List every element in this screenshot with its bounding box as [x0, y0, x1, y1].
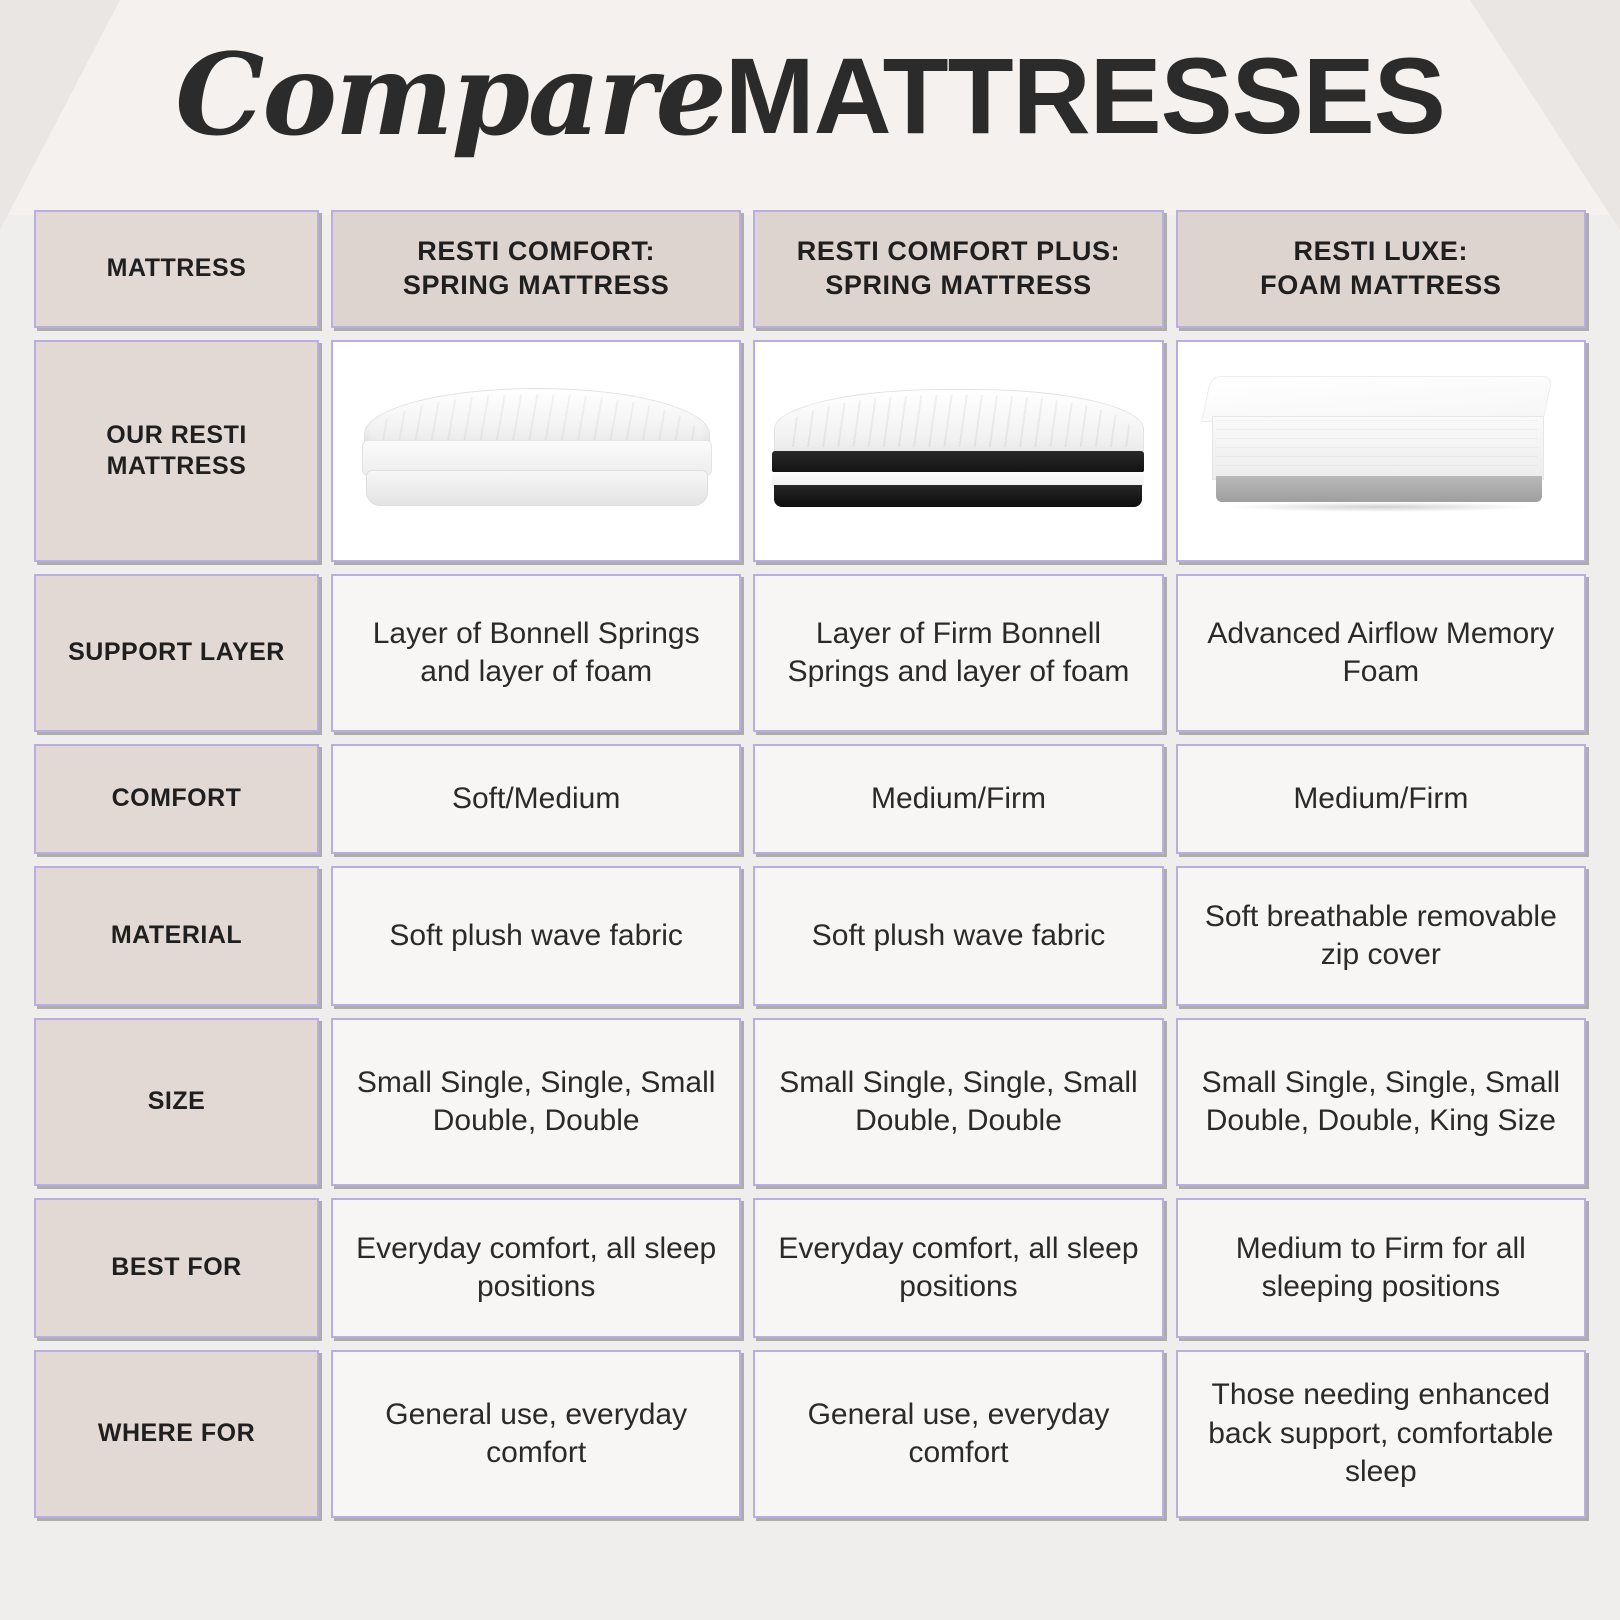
cell-support-layer-resti-luxe: Advanced Airflow Memory Foam — [1176, 574, 1586, 732]
cell-comfort-resti-luxe: Medium/Firm — [1176, 744, 1586, 854]
column-header-resti-comfort-line2: SPRING MATTRESS — [402, 270, 670, 300]
cell-support-layer-resti-comfort-plus: Layer of Firm Bonnell Springs and layer of foam — [753, 574, 1163, 732]
column-header-resti-comfort-plus — [753, 210, 1163, 328]
foam-mattress-image — [1176, 340, 1586, 562]
row-label-our-resti-mattress-line1: OUR RESTI — [106, 420, 247, 449]
page-title — [0, 30, 1620, 161]
cell-size-resti-comfort-plus: Small Single, Single, Small Double, Double — [753, 1018, 1163, 1186]
table-header-row — [34, 210, 1586, 328]
cell-where-for-resti-comfort-plus: General use, everyday comfort — [753, 1350, 1163, 1518]
row-label-support-layer: SUPPORT LAYER — [34, 574, 319, 732]
row-label-where-for: WHERE FOR — [34, 1350, 319, 1518]
table-row-size — [34, 1018, 1586, 1186]
cell-where-for-resti-luxe: Those needing enhanced back support, comfortable sleep — [1176, 1350, 1586, 1518]
spring-plus-mattress-illustration — [768, 389, 1148, 513]
table-row-comfort — [34, 744, 1586, 854]
page-title-script: Compare — [175, 30, 725, 161]
column-header-resti-luxe-line2: FOAM MATTRESS — [1260, 270, 1502, 300]
cell-material-resti-comfort-plus: Soft plush wave fabric — [753, 866, 1163, 1006]
row-label-our-resti-mattress — [34, 340, 319, 562]
column-header-resti-luxe-line1: RESTI LUXE: — [1293, 236, 1469, 267]
cell-size-resti-comfort: Small Single, Single, Small Double, Double — [331, 1018, 741, 1186]
table-row-support-layer — [34, 574, 1586, 732]
column-header-mattress: MATTRESS — [34, 210, 319, 328]
row-label-size: SIZE — [34, 1018, 319, 1186]
cell-where-for-resti-comfort: General use, everyday comfort — [331, 1350, 741, 1518]
cell-best-for-resti-comfort-plus: Everyday comfort, all sleep positions — [753, 1198, 1163, 1338]
cell-comfort-resti-comfort-plus: Medium/Firm — [753, 744, 1163, 854]
column-header-resti-comfort-line1: RESTI COMFORT: — [417, 236, 656, 267]
cell-comfort-resti-comfort: Soft/Medium — [331, 744, 741, 854]
cell-best-for-resti-comfort: Everyday comfort, all sleep positions — [331, 1198, 741, 1338]
table-row-where-for — [34, 1350, 1586, 1518]
page-title-bold: MATTRESSES — [724, 35, 1445, 156]
column-header-resti-comfort — [331, 210, 741, 328]
column-header-resti-comfort-plus-line2: SPRING MATTRESS — [825, 270, 1092, 300]
row-label-material: MATERIAL — [34, 866, 319, 1006]
table-row-material — [34, 866, 1586, 1006]
row-label-our-resti-mattress-line2: MATTRESS — [106, 452, 247, 480]
column-header-resti-luxe — [1176, 210, 1586, 328]
row-label-best-for: BEST FOR — [34, 1198, 319, 1338]
spring-mattress-image — [331, 340, 741, 562]
cell-material-resti-comfort: Soft plush wave fabric — [331, 866, 741, 1006]
row-label-comfort: COMFORT — [34, 744, 319, 854]
foam-mattress-illustration — [1206, 376, 1556, 526]
cell-best-for-resti-luxe: Medium to Firm for all sleeping positions — [1176, 1198, 1586, 1338]
cell-material-resti-luxe: Soft breathable removable zip cover — [1176, 866, 1586, 1006]
spring-mattress-illustration — [356, 388, 716, 514]
spring-plus-mattress-image — [753, 340, 1163, 562]
table-row-best-for — [34, 1198, 1586, 1338]
comparison-table — [34, 210, 1586, 1518]
table-row-our-resti-mattress — [34, 340, 1586, 562]
cell-support-layer-resti-comfort: Layer of Bonnell Springs and layer of foam — [331, 574, 741, 732]
column-header-resti-comfort-plus-line1: RESTI COMFORT PLUS: — [796, 236, 1121, 267]
cell-size-resti-luxe: Small Single, Single, Small Double, Double, King Size — [1176, 1018, 1586, 1186]
